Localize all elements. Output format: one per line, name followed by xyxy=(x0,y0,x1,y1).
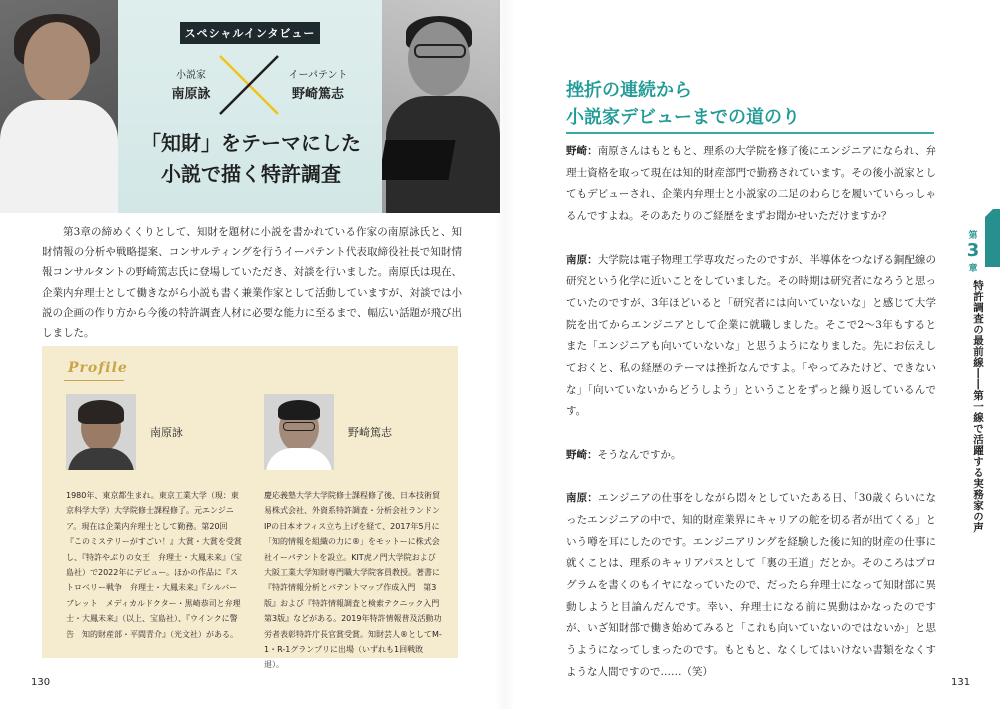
speaker-label: 南原： xyxy=(566,253,598,266)
photo-nanbara xyxy=(0,0,118,213)
profile-bio-nanbara: 1980年、東京都生まれ。東京工業大学（現：東京科学大学）大学院修士課程修了。元エンジニア。現在は企業内弁理士として勤務。第20回『このミステリーがすごい！』大賞・大賞を受賞し、『特許やぶりの女王 弁理士・大鳳未来』（宝島社）で2022年にデビュー。ほかの作品に『ストロベリー戦争 弁理士・大鳳未来』『シルバーブレット メディカルドクター・黒崎恭司と弁理士・大鳳未来』（以上、宝島社）、『ウインクに警告 知的財産部・平間青介』（光文社）がある。 xyxy=(66,491,242,639)
heading-line-2: 小説家デビューまでの道のり xyxy=(566,107,800,128)
profile-box xyxy=(42,346,458,670)
title-line-2: 小説で描く特許調査 xyxy=(161,162,341,186)
chapter-suffix: 章 xyxy=(968,264,978,274)
chapter-tab xyxy=(985,209,1000,267)
speech-text: 南原さんはもともと、理系の大学院を修了後にエンジニアになられ、弁理士資格を取って現在は知的財産部門で勤務されています。その後小説家としてもデビューされ、企業内弁理士と小説家の二足のわらじを履いていらっしゃるんですよね。そのあたりのご経歴をまずお聞かせいただけますか？ xyxy=(566,145,936,223)
book-gutter xyxy=(495,0,515,709)
page-number-right: 131 xyxy=(951,677,971,688)
dialogue-turn xyxy=(566,250,936,424)
profile-name-nozaki: 野崎篤志 xyxy=(348,426,392,439)
title-line-1: 「知財」をテーマにした xyxy=(141,131,361,155)
profile-bio-nozaki: 慶応義塾大学大学院修士課程修了後、日本技術貿易株式会社、外資系特許調査・分析会社ランドンIPの日本オフィス立ち上げを経て、2017年5月に「知的情報を組織の力に®」をモットーに株式会社イーパテントを設立。KIT虎ノ門大学院および大阪工業大学知財専門職大学院客員教授。著書に『特許情報分析とパテントマップ作成入門 第3版』および『特許情報調査と検索テクニック入門 第3版』などがある。2019年特許情報普及活動功労者表彰特許庁長官賞受賞。知財芸人®としてM-1・R-1グランプリに出場（いずれも1回戦敗退）。 xyxy=(264,491,448,670)
profile-name-nanbara: 南原詠 xyxy=(150,426,183,439)
guest-nozaki xyxy=(278,66,358,102)
portrait-nanbara xyxy=(66,394,136,470)
guest-name: 南原詠 xyxy=(171,87,211,102)
dialogue-turn xyxy=(566,141,936,228)
hero-banner xyxy=(0,0,500,213)
guest-name: 野崎篤志 xyxy=(291,87,344,102)
guest-role: 小説家 xyxy=(176,70,206,81)
dialogue-turn xyxy=(566,445,936,467)
guest-nanbara xyxy=(156,66,226,102)
heading-rule xyxy=(566,132,934,134)
guest-role: イーパテント xyxy=(288,70,348,81)
dialogue-turn xyxy=(566,488,936,683)
speaker-label: 南原： xyxy=(566,492,598,505)
speech-text: 大学院は電子物理工学専攻だったのですが、半導体をつなげる銅配線の研究という化学に近いことをしていました。その時期は研究者になろうと思っていたのですが、3年ほどいると「研究者には向いていないな」と感じて大学院を出てからエンジニアとして企業に就職しました。そこで2〜3年もするとまた「エンジニアも向いていないな」と思うようになりました。先にお伝えしておくと、私の経歴のテーマは挫折なんですよ。「やってみたけど、できないな」「向いていないからどうしよう」ということをずっと繰り返しているんです。 xyxy=(566,253,937,418)
profile-label: Profile xyxy=(68,360,128,376)
heading-line-1: 挫折の連続から xyxy=(566,80,692,101)
chapter-number: 3 xyxy=(966,240,980,261)
photo-nozaki xyxy=(382,0,500,213)
page-number-left: 130 xyxy=(31,677,51,688)
speech-text: そうなんですか。 xyxy=(597,448,682,461)
section-heading xyxy=(566,77,946,131)
dialogue-body xyxy=(566,141,936,684)
chapter-marker xyxy=(962,228,984,274)
portrait-nozaki xyxy=(264,394,334,470)
chapter-title-vertical: 特許調査の最前線――第一線で活躍する実務家の声 xyxy=(972,280,984,533)
chapter-prefix: 第 xyxy=(968,231,978,241)
interview-badge: スペシャルインタビュー xyxy=(180,22,320,44)
interview-title xyxy=(120,128,382,190)
speaker-label: 野崎： xyxy=(566,145,598,157)
profile-label-underline xyxy=(64,380,124,381)
intro-paragraph: 第3章の締めくくりとして、知財を題材に小説を書かれている作家の南原詠氏と、知財情報の分析や戦略提案、コンサルティングを行うイーパテント代表取締役社長で知財情報コンサルタントの野崎篤志氏に登場していただき、対談を行いました。南原氏は現在、企業内弁理士として働きながら小説も書く兼業作家として活動していますが、対談では小説の企画の作り方から今後の特許調査人材に必要な能力に至るまで、幅広い話題が飛び出しました。 xyxy=(42,226,462,340)
chapter-tab-fold xyxy=(985,209,993,217)
speaker-label: 野崎： xyxy=(566,448,598,461)
speech-text: エンジニアの仕事をしながら悶々としていたある日、「30歳くらいになったエンジニアの中で、知的財産業界にキャリアの舵を切る者が出てくる」という噂を耳にしたのです。エンジニアリングを経験した後に知的財産の仕事に就くことは、理系のキャリアパスとして「裏の王道」だとか。そのころはプログラムを書くのもイヤになっていたので、だったら弁理士になって知財部に異動しようと目論んだんです。幸い、弁理士になる前に異動はかなったのですが、いざ知財部で働き始めてみると「これも向いていないのではないか」と思うようになってしまったのです。もともと、なくしてはいけない書類をなくすような人間ですので……（笑） xyxy=(566,492,937,678)
